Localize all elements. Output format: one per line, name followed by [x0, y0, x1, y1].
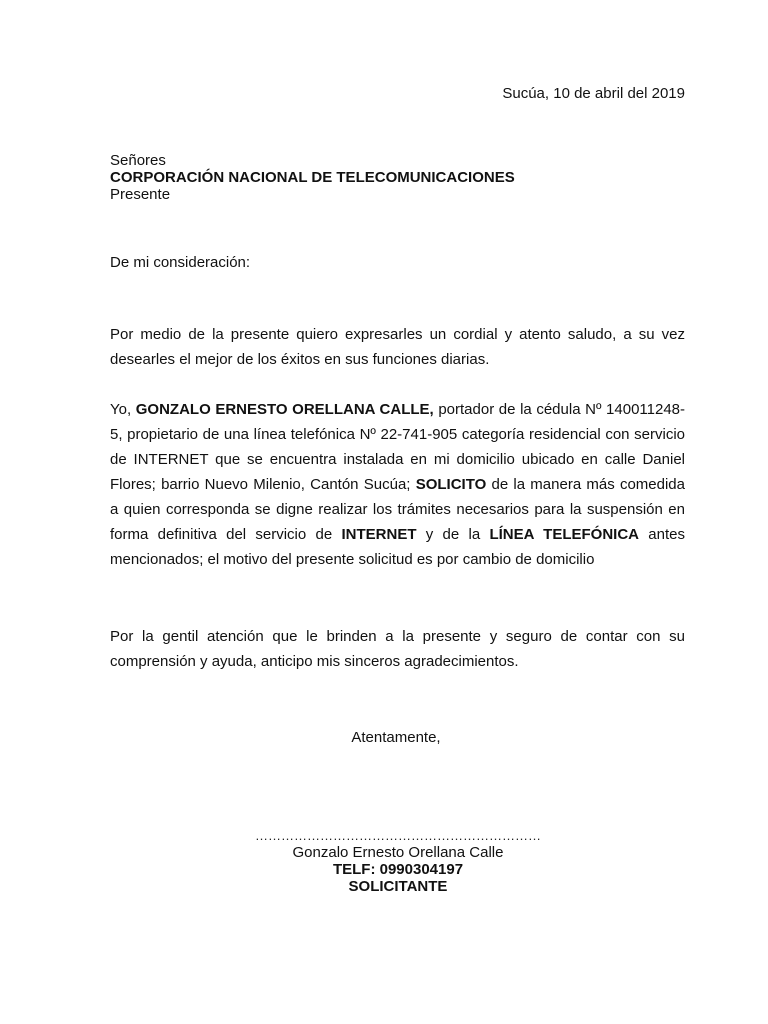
letter-date: Sucúa, 10 de abril del 2019	[502, 85, 685, 102]
addressee-block	[110, 152, 515, 203]
signer-role: SOLICITANTE	[348, 878, 448, 895]
paragraph-thanks: Por la gentil atención que le brinden a la presente y seguro de contar con su comprensión y ayuda, anticipo mis sinceros agradecimientos.	[110, 628, 685, 670]
solicito-keyword: SOLICITO	[415, 476, 487, 493]
paragraph-intro: Por medio de la presente quiero expresarles un cordial y atento saludo, a su vez desearles el mejor de los éxitos en sus funciones diarias.	[110, 326, 685, 368]
internet-keyword: INTERNET	[341, 526, 417, 543]
presente-label: Presente	[110, 186, 171, 203]
greeting: De mi consideración:	[110, 254, 251, 271]
request-text-4: y de la	[416, 526, 490, 543]
request-text-2: portador de la cédula Nº 140011248-5, propietario de una línea telefónica Nº 22-741-905 categoría residencial con servicio de INTERNET que se encuentra instalada en mi domicilio ubicado en calle Daniel Flores; barrio Nuevo Milenio, Cantón Sucúa;	[110, 401, 686, 493]
request-text-1: Yo,	[110, 401, 136, 418]
requester-name: GONZALO ERNESTO ORELLANA CALLE,	[135, 401, 434, 418]
request-text-5: antes mencionados; el motivo del presente solicitud es por cambio de domicilio	[110, 526, 685, 568]
closing: Atentamente,	[351, 729, 441, 746]
organization-name: CORPORACIÓN NACIONAL DE TELECOMUNICACIONES	[110, 169, 515, 186]
paragraph-request	[110, 397, 685, 572]
request-text-3: de la manera más comedida a quien corresponda se digne realizar los trámites necesarios para la suspensión en forma definitiva del servicio de	[110, 476, 685, 543]
signature-line: …………………………………………………………	[255, 828, 541, 843]
signature-block	[198, 828, 598, 895]
signer-name: Gonzalo Ernesto Orellana Calle	[292, 844, 504, 861]
signer-phone: TELF: 0990304197	[332, 861, 464, 878]
linea-keyword: LÍNEA TELEFÓNICA	[489, 526, 640, 543]
salutation: Señores	[110, 152, 166, 169]
